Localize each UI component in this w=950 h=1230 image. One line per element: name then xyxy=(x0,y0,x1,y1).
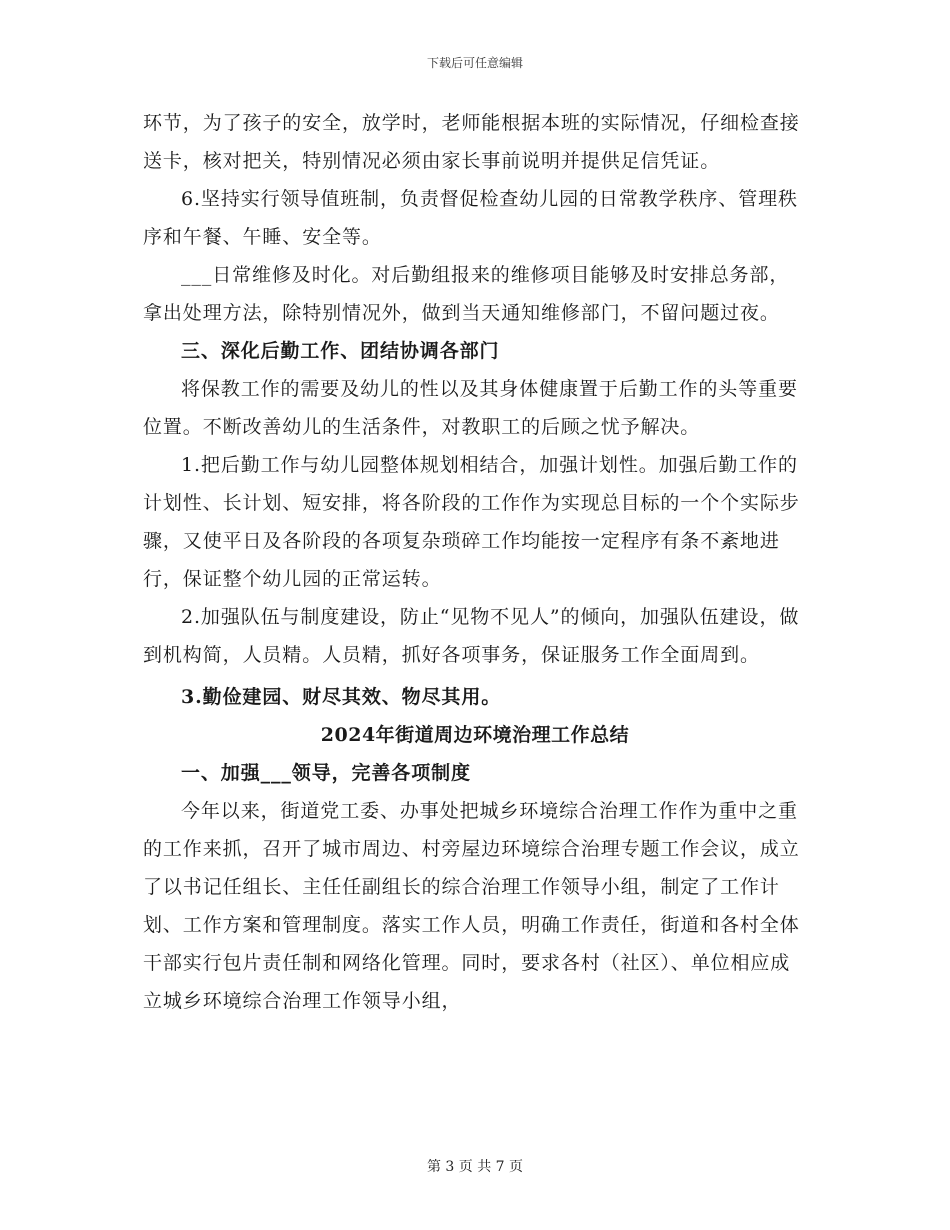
document-body xyxy=(143,104,807,1020)
paragraph-item-1: 1.把后勤工作与幼儿园整体规划相结合，加强计划性。加强后勤工作的计划性、长计划、短安排，将各阶段的工作作为实现总目标的一个个实际步骤，又使平日及各阶段的各项复杂琐碎工作均能按一定程序有条不紊地进行，保证整个幼儿园的正常运转。 xyxy=(143,454,800,590)
paragraph-item-2: 2.加强队伍与制度建设，防止“见物不见人”的倾向，加强队伍建设，做到机构简，人员精。人员精，抓好各项事务，保证服务工作全面周到。 xyxy=(143,606,800,666)
section-heading-3: 三、深化后勤工作、团结协调各部门 xyxy=(181,340,500,362)
section-heading-1: 一、加强___领导，完善各项制度 xyxy=(181,762,471,784)
paragraph-continuation: 环节，为了孩子的安全，放学时，老师能根据本班的实际情况，仔细检查接送卡，核对把关，特别情况必须由家长事前说明并提供足信凭证。 xyxy=(143,112,800,172)
paragraph-maintenance: ___日常维修及时化。对后勤组报来的维修项目能够及时安排总务部，拿出处理方法，除特别情况外，做到当天通知维修部门，不留问题过夜。 xyxy=(143,264,790,324)
page-footer: 第 3 页 共 7 页 xyxy=(426,1159,524,1175)
paragraph-item-3: 3.勤俭建园、财尽其效、物尽其用。 xyxy=(181,686,502,708)
document-title: 2024年街道周边环境治理工作总结 xyxy=(320,724,630,746)
paragraph-summary: 今年以来，街道党工委、办事处把城乡环境综合治理工作作为重中之重的工作来抓，召开了城市周边、村旁屋边环境综合治理专题工作会议，成立了以书记任组长、主任任副组长的综合治理工作领导小组，制定了工作计划、工作方案和管理制度。落实工作人员，明确工作责任，街道和各村全体干部实行包片责任制和网络化管理。同时，要求各村（社区）、单位相应成立城乡环境综合治理工作领导小组， xyxy=(143,800,800,1012)
page-header: 下载后可任意编辑 xyxy=(426,56,523,70)
paragraph-item-6: 6.坚持实行领导值班制，负责督促检查幼儿园的日常教学秩序、管理秩序和午餐、午睡、安全等。 xyxy=(143,188,798,248)
paragraph-priority: 将保教工作的需要及幼儿的性以及其身体健康置于后勤工作的头等重要位置。不断改善幼儿的生活条件，对教职工的后顾之忧予解决。 xyxy=(143,378,798,438)
